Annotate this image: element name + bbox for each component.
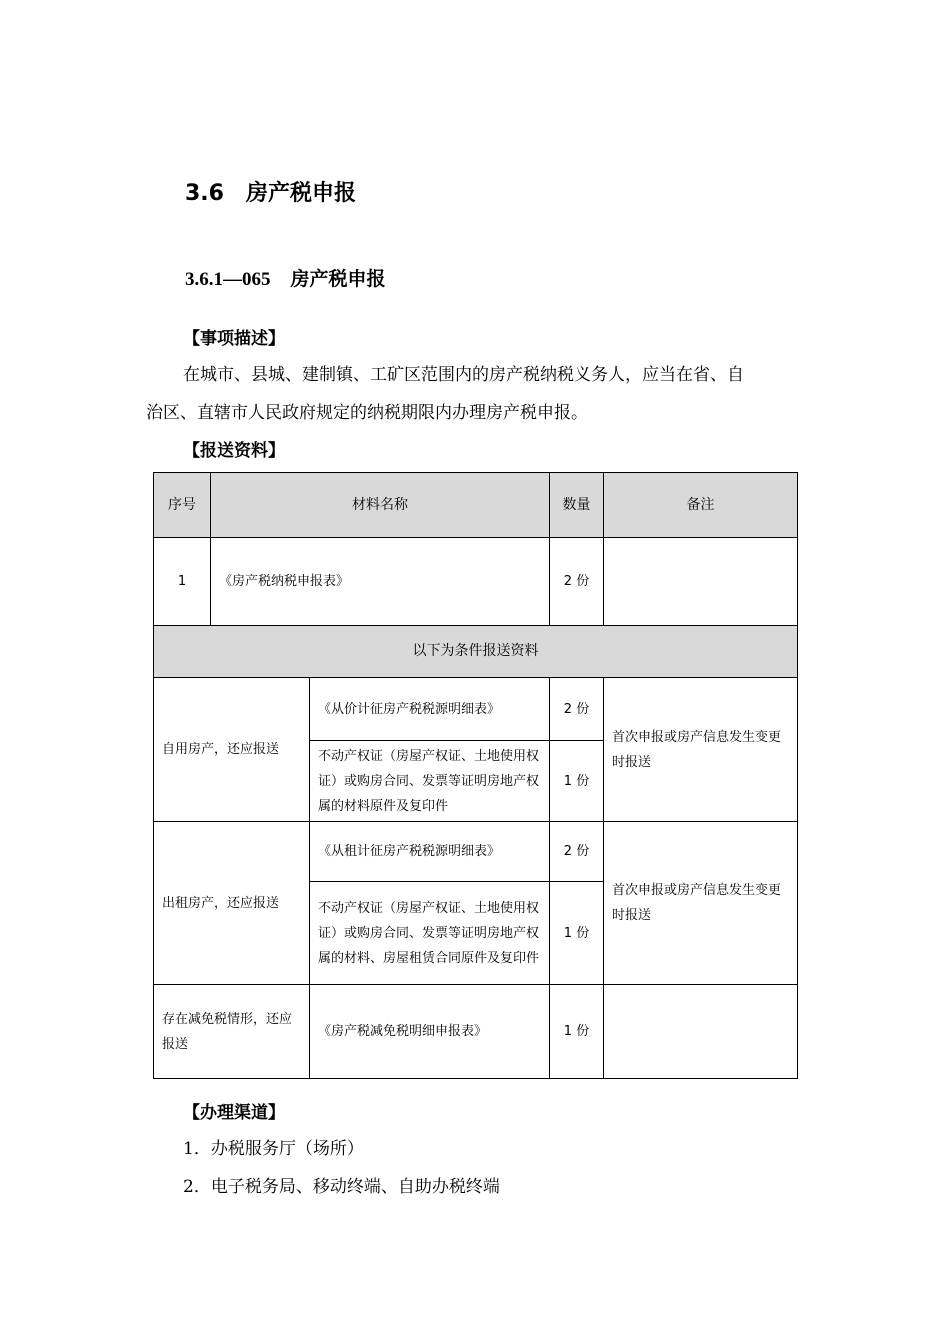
self-use-note: 首次申报或房产信息发生变更时报送 [604,678,798,822]
self-use-item2-qty: 1 份 [550,741,604,822]
row1-seq: 1 [154,538,211,626]
rental-item2-qty: 1 份 [550,882,604,985]
section-heading [185,176,356,207]
exemption-label: 存在减免税情形，还应报送 [154,985,310,1079]
rental-item1-qty: 2 份 [550,822,604,882]
materials-table [153,472,798,1079]
description-line-1: 在城市、县城、建制镇、工矿区范围内的房产税纳税义务人，应当在省、自 [183,365,744,385]
table-row [154,822,798,882]
rental-note: 首次申报或房产信息发生变更时报送 [604,822,798,985]
table-row [154,538,798,626]
subsection-title: 房产税申报 [290,268,386,290]
channel-item-1: 1．办税服务厅（场所） [183,1139,364,1159]
description-label: 【事项描述】 [183,329,285,349]
condition-row [154,626,798,678]
row1-name: 《房产税纳税申报表》 [211,538,550,626]
subsection-number: 3.6.1—065 [185,269,271,290]
row1-qty: 2 份 [550,538,604,626]
self-use-item1-name: 《从价计征房产税税源明细表》 [310,678,550,741]
table-row [154,678,798,741]
self-use-item1-qty: 2 份 [550,678,604,741]
rental-item2-name: 不动产权证（房屋产权证、土地使用权证）或购房合同、发票等证明房地产权属的材料、房屋租赁合同原件及复印件 [310,882,550,985]
header-name: 材料名称 [211,473,550,538]
header-seq: 序号 [154,473,211,538]
exemption-note [604,985,798,1079]
channel-item-2: 2．电子税务局、移动终端、自助办税终端 [183,1177,500,1197]
channels-label: 【办理渠道】 [183,1103,285,1123]
self-use-item2-name: 不动产权证（房屋产权证、土地使用权证）或购房合同、发票等证明房地产权属的材料原件及复印件 [310,741,550,822]
description-line-2: 治区、直辖市人民政府规定的纳税期限内办理房产税申报。 [146,403,588,423]
row1-note [604,538,798,626]
exemption-qty: 1 份 [550,985,604,1079]
table-header-row [154,473,798,538]
table-row [154,985,798,1079]
rental-label: 出租房产，还应报送 [154,822,310,985]
self-use-label: 自用房产，还应报送 [154,678,310,822]
materials-label: 【报送资料】 [183,441,285,461]
subsection-heading [185,264,386,291]
header-note: 备注 [604,473,798,538]
exemption-name: 《房产税减免税明细申报表》 [310,985,550,1079]
section-title: 房产税申报 [245,181,356,206]
condition-title: 以下为条件报送资料 [154,626,798,678]
header-qty: 数量 [550,473,604,538]
rental-item1-name: 《从租计征房产税税源明细表》 [310,822,550,882]
section-number: 3.6 [185,181,224,206]
